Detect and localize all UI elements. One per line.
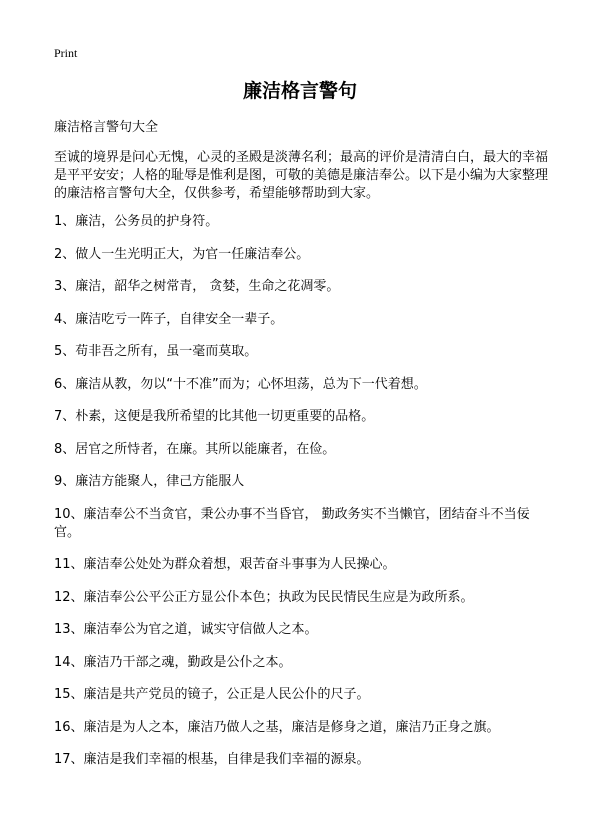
- list-item: 4、廉洁吃亏一阵子，自律安全一辈子。: [54, 311, 284, 327]
- list-item: 6、廉洁从教，勿以“十不准”而为；心怀坦荡，总为下一代着想。: [54, 376, 427, 392]
- list-item: 2、做人一生光明正大，为官一任廉洁奉公。: [54, 246, 310, 262]
- list-item: 15、廉洁是共产党员的镜子，公正是人民公仆的尺子。: [54, 687, 370, 702]
- list-item: 10、廉洁奉公不当贪官，秉公办事不当昏官， 勤政务实不当懒官，团结奋斗不当佞官。: [54, 506, 530, 540]
- list-item: 9、廉洁方能聚人，律己方能服人: [54, 474, 245, 489]
- print-link[interactable]: Print: [54, 46, 78, 60]
- list-item: 17、廉洁是我们幸福的根基，自律是我们幸福的源泉。: [54, 752, 370, 767]
- list-item: 13、廉洁奉公为官之道，诚实守信做人之本。: [54, 622, 318, 637]
- quote-list: [54, 213, 554, 784]
- page-title: 廉洁格言警句: [242, 80, 357, 102]
- list-item: 11、廉洁奉公处处为群众着想，艰苦奋斗事事为人民操心。: [54, 557, 396, 572]
- list-item: 1、廉洁，公务员的护身符。: [54, 214, 219, 229]
- list-item: 8、居官之所恃者，在廉。其所以能廉者，在俭。: [54, 441, 336, 457]
- list-item: 14、廉洁乃干部之魂，勤政是公仆之本。: [54, 654, 292, 670]
- list-item: 3、廉洁，韶华之树常青， 贪婪，生命之花凋零。: [54, 279, 340, 294]
- list-item: 12、廉洁奉公公平公正方显公仆本色；执政为民民情民生应是为政所系。: [54, 589, 474, 605]
- list-item: 7、朴素，这便是我所希望的比其他一切更重要的品格。: [54, 409, 375, 424]
- list-item: 5、苟非吾之所有，虽一毫而莫取。: [54, 344, 258, 359]
- page-subtitle: 廉洁格言警句大全: [54, 120, 159, 135]
- intro-paragraph: 至诚的境界是问心无愧，心灵的圣殿是淡薄名利；最高的评价是清清白白，最大的幸福是平平安安；人格的耻辱是惟利是图，可敬的美德是廉洁奉公。以下是小编为大家整理的廉洁格言警句大全，仅供参考，希望能够帮助到大家。: [54, 150, 549, 201]
- list-item: 16、廉洁是为人之本，廉洁乃做人之基，廉洁是修身之道，廉洁乃正身之旗。: [54, 719, 500, 735]
